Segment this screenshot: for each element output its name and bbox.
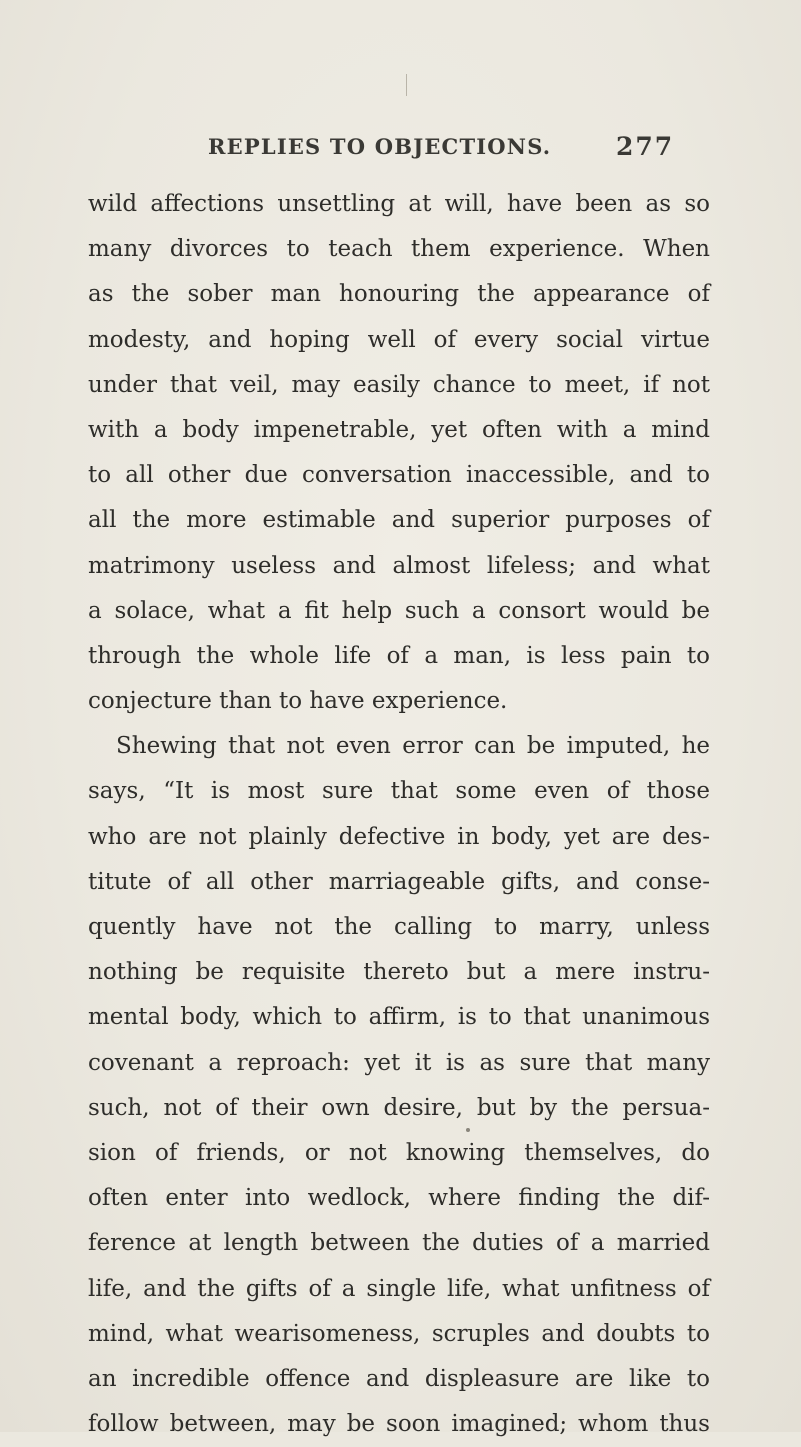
text-line: mental body, which to affirm, is to that unanimous	[88, 1004, 710, 1031]
text-line: titute of all other marriageable gifts, and conse-	[88, 868, 710, 895]
text-line: follow between, may be soon imagined; whom thus	[88, 1411, 710, 1438]
text-line: an incredible offence and displeasure are like to	[88, 1365, 710, 1392]
body-text	[88, 182, 710, 1447]
text-line: all the more estimable and superior purposes of	[88, 507, 710, 534]
text-line: often enter into wedlock, where finding the dif-	[88, 1185, 710, 1212]
text-line: quently have not the calling to marry, unless	[88, 914, 710, 940]
text-line: as the sober man honouring the appearance of	[88, 281, 710, 308]
ink-dot	[466, 1128, 470, 1132]
text-line: mind, what wearisomeness, scruples and doubts to	[88, 1320, 710, 1347]
running-head: REPLIES TO OBJECTIONS.	[208, 134, 552, 159]
text-line: to all other due conversation inaccessible, and to	[88, 462, 710, 489]
paragraph-end-line: conjecture than to have experience.	[88, 688, 508, 715]
page-header	[0, 132, 801, 166]
text-line: sion of friends, or not knowing themselves, do	[88, 1139, 710, 1166]
paper-mark	[406, 74, 407, 96]
text-line: says, “It is most sure that some even of those	[88, 778, 710, 805]
text-line: ference at length between the duties of a married	[88, 1230, 710, 1257]
text-line: with a body impenetrable, yet often with a mind	[88, 416, 710, 443]
text-line: many divorces to teach them experience. When	[88, 236, 710, 263]
text-line: matrimony useless and almost lifeless; and what	[88, 552, 710, 579]
paragraph-start-line: Shewing that not even error can be imputed, he	[116, 733, 710, 760]
text-line: nothing be requisite thereto but a mere instru-	[88, 959, 710, 986]
text-line: under that veil, may easily chance to meet, if not	[88, 371, 710, 398]
text-line: a solace, what a fit help such a consort would be	[88, 597, 710, 624]
page-number: 277	[616, 132, 675, 161]
text-line: modesty, and hoping well of every social virtue	[88, 326, 710, 353]
text-line: wild affections unsettling at will, have been as so	[88, 191, 710, 217]
text-line: life, and the gifts of a single life, what unfitness of	[88, 1275, 710, 1302]
text-line: who are not plainly defective in body, yet are des-	[88, 823, 710, 850]
text-line: covenant a reproach: yet it is as sure that many	[88, 1049, 710, 1076]
text-line: through the whole life of a man, is less pain to	[88, 642, 710, 669]
text-line: such, not of their own desire, but by the persua-	[88, 1094, 710, 1121]
